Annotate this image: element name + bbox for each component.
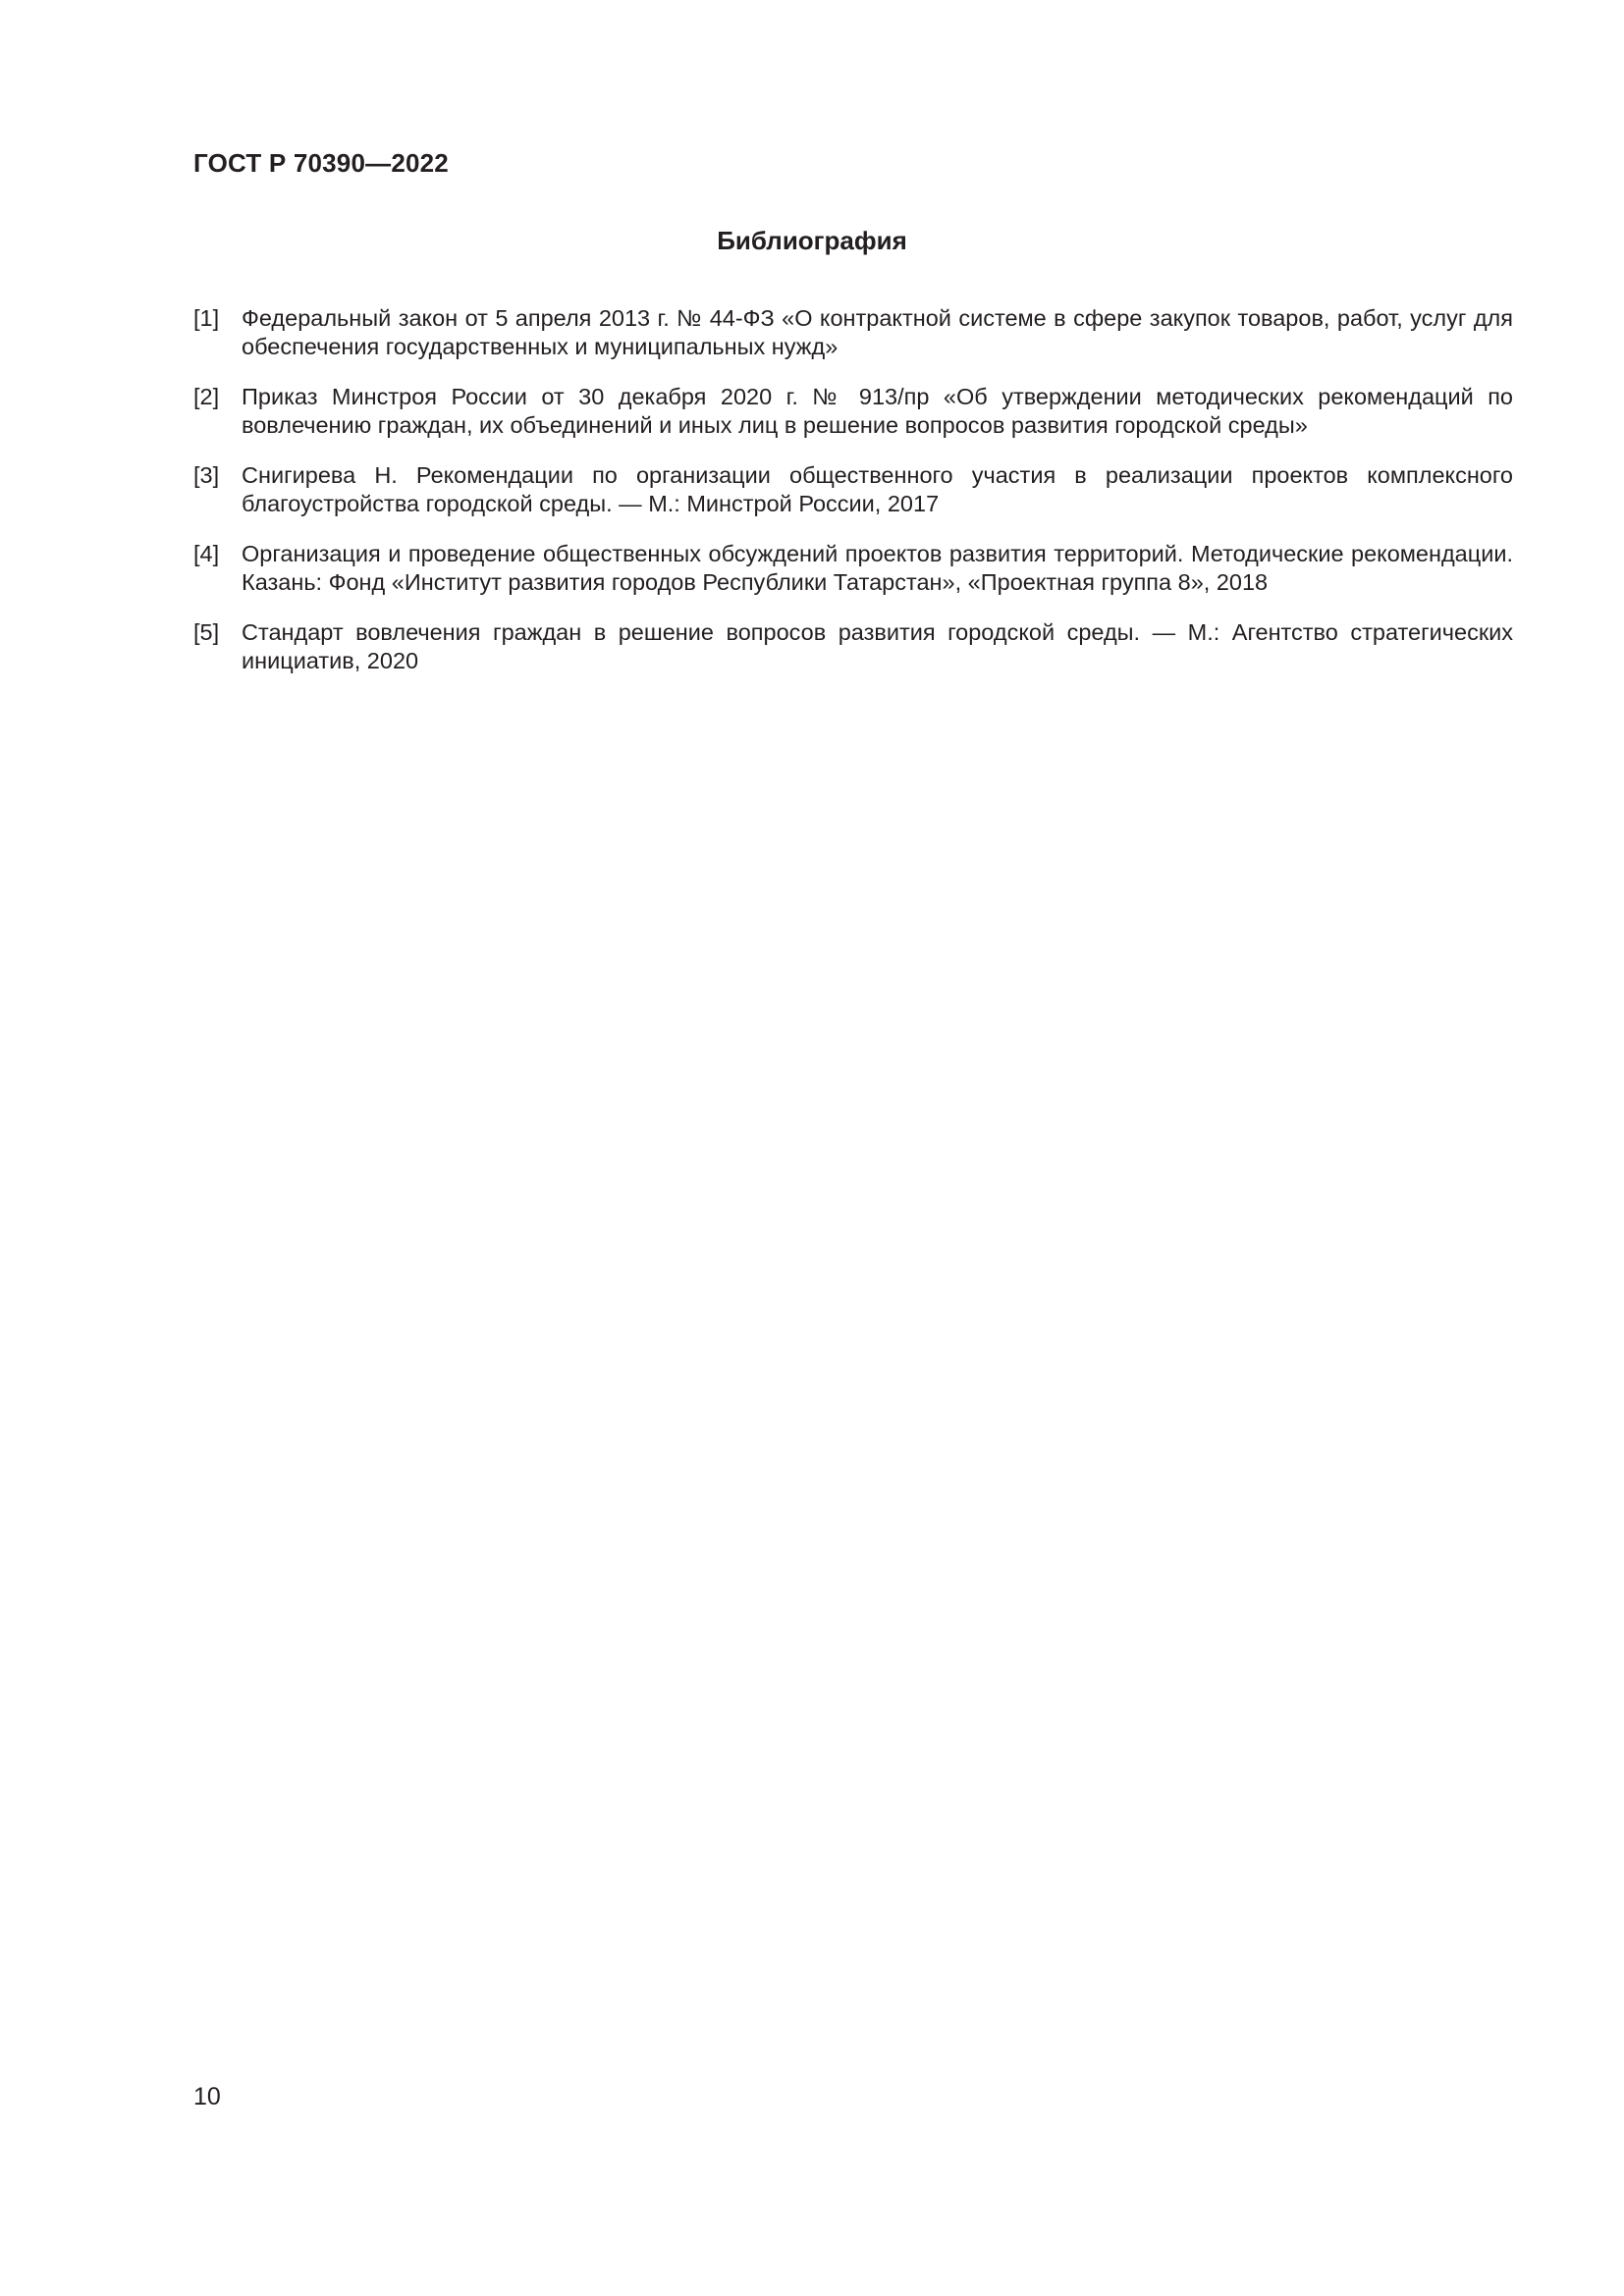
reference-number: [5] xyxy=(193,619,220,645)
reference-number: [4] xyxy=(193,541,220,566)
reference-text: Стандарт вовлечения граждан в решение вопросов развития городской среды. — М.: Агентство стратегических инициатив, 2020 xyxy=(242,619,1513,673)
reference-number: [1] xyxy=(193,305,220,331)
bibliography-item xyxy=(193,618,1513,675)
page-number: 10 xyxy=(193,2083,221,2110)
reference-number: [3] xyxy=(193,462,220,488)
reference-text: Приказ Минстроя России от 30 декабря 2020 г. № 913/пр «Об утверждении методических рекомендаций по вовлечению граждан, их объединений и иных лиц в решение вопросов развития городской среды» xyxy=(242,384,1513,438)
reference-text: Федеральный закон от 5 апреля 2013 г. № 44-ФЗ «О контрактной системе в сфере закупок товаров, работ, услуг для обеспечения государственных и муниципальных нужд» xyxy=(242,305,1513,359)
bibliography-list xyxy=(193,304,1513,697)
bibliography-item xyxy=(193,540,1513,597)
reference-text: Организация и проведение общественных обсуждений проектов развития территорий. Методические рекомендации. Казань: Фонд «Институт развития городов Республики Татарстан», «Проектная группа 8», 2018 xyxy=(242,541,1513,595)
reference-text: Снигирева Н. Рекомендации по организации общественного участия в реализации проектов комплексного благоустройства городской среды. — М.: Минстрой России, 2017 xyxy=(242,462,1513,516)
reference-number: [2] xyxy=(193,384,220,409)
bibliography-item xyxy=(193,383,1513,440)
bibliography-item xyxy=(193,304,1513,361)
bibliography-item xyxy=(193,461,1513,518)
document-code: ГОСТ Р 70390—2022 xyxy=(193,148,449,178)
bibliography-heading: Библиография xyxy=(717,226,907,255)
